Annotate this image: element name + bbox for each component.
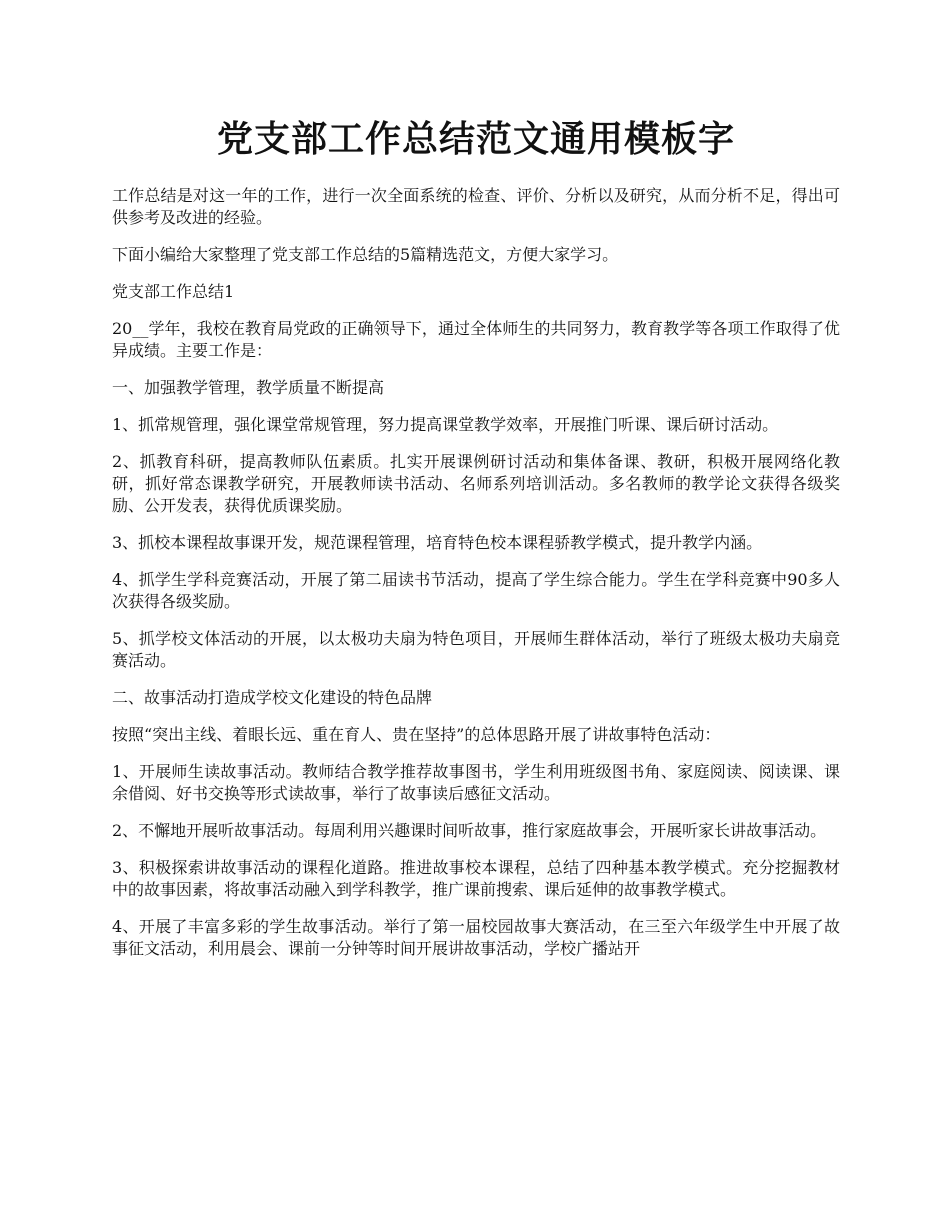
subsection-heading: 一、加强教学管理，教学质量不断提高 xyxy=(112,378,385,398)
document-title: 党支部工作总结范文通用模板字 xyxy=(216,118,735,160)
list-item: 2、不懈地开展听故事活动。每周利用兴趣课时间听故事，推行家庭故事会，开展听家长讲故事活动。 xyxy=(112,821,827,841)
list-item: 1、开展师生读故事活动。教师结合教学推荐故事图书，学生利用班级图书角、家庭阅读、阅读课、课余借阅、好书交换等形式读故事，举行了故事读后感征文活动。 xyxy=(112,762,840,804)
list-item: 1、抓常规管理，强化课堂常规管理，努力提高课堂教学效率，开展推门听课、课后研讨活动。 xyxy=(112,415,779,435)
list-item: 4、开展了丰富多彩的学生故事活动。举行了第一届校园故事大赛活动，在三至六年级学生中开展了故事征文活动，利用晨会、课前一分钟等时间开展讲故事活动，学校广播站开 xyxy=(112,917,840,959)
subsection-heading: 二、故事活动打造成学校文化建设的特色品牌 xyxy=(112,688,433,708)
list-item: 4、抓学生学科竞赛活动，开展了第二届读书节活动，提高了学生综合能力。学生在学科竞赛中90多人次获得各级奖励。 xyxy=(112,570,840,612)
body-paragraph: 20__学年，我校在教育局党政的正确领导下，通过全体师生的共同努力，教育教学等各项工作取得了优异成绩。主要工作是： xyxy=(112,319,840,361)
intro-note-paragraph: 下面小编给大家整理了党支部工作总结的5篇精选范文，方便大家学习。 xyxy=(112,245,619,265)
intro-paragraph: 工作总结是对这一年的工作，进行一次全面系统的检查、评价、分析以及研究，从而分析不足，得出可供参考及改进的经验。 xyxy=(112,186,840,228)
section-heading: 党支部工作总结1 xyxy=(112,282,235,302)
body-paragraph: 按照“突出主线、着眼长远、重在育人、贵在坚持”的总体思路开展了讲故事特色活动： xyxy=(112,725,721,745)
list-item: 2、抓教育科研，提高教师队伍素质。扎实开展课例研讨活动和集体备课、教研，积极开展网络化教研，抓好常态课教学研究，开展教师读书活动、名师系列培训活动。多名教师的教学论文获得各级奖励、公开发表，获得优质课奖励。 xyxy=(112,452,840,516)
list-item: 3、抓校本课程故事课开发，规范课程管理，培育特色校本课程骄教学模式，提升教学内涵。 xyxy=(112,533,763,553)
list-item: 3、积极探索讲故事活动的课程化道路。推进故事校本课程，总结了四种基本教学模式。充分挖掘教材中的故事因素，将故事活动融入到学科教学，推广课前搜索、课后延伸的故事教学模式。 xyxy=(112,858,840,900)
list-item: 5、抓学校文体活动的开展，以太极功夫扇为特色项目，开展师生群体活动，举行了班级太极功夫扇竞赛活动。 xyxy=(112,629,840,671)
